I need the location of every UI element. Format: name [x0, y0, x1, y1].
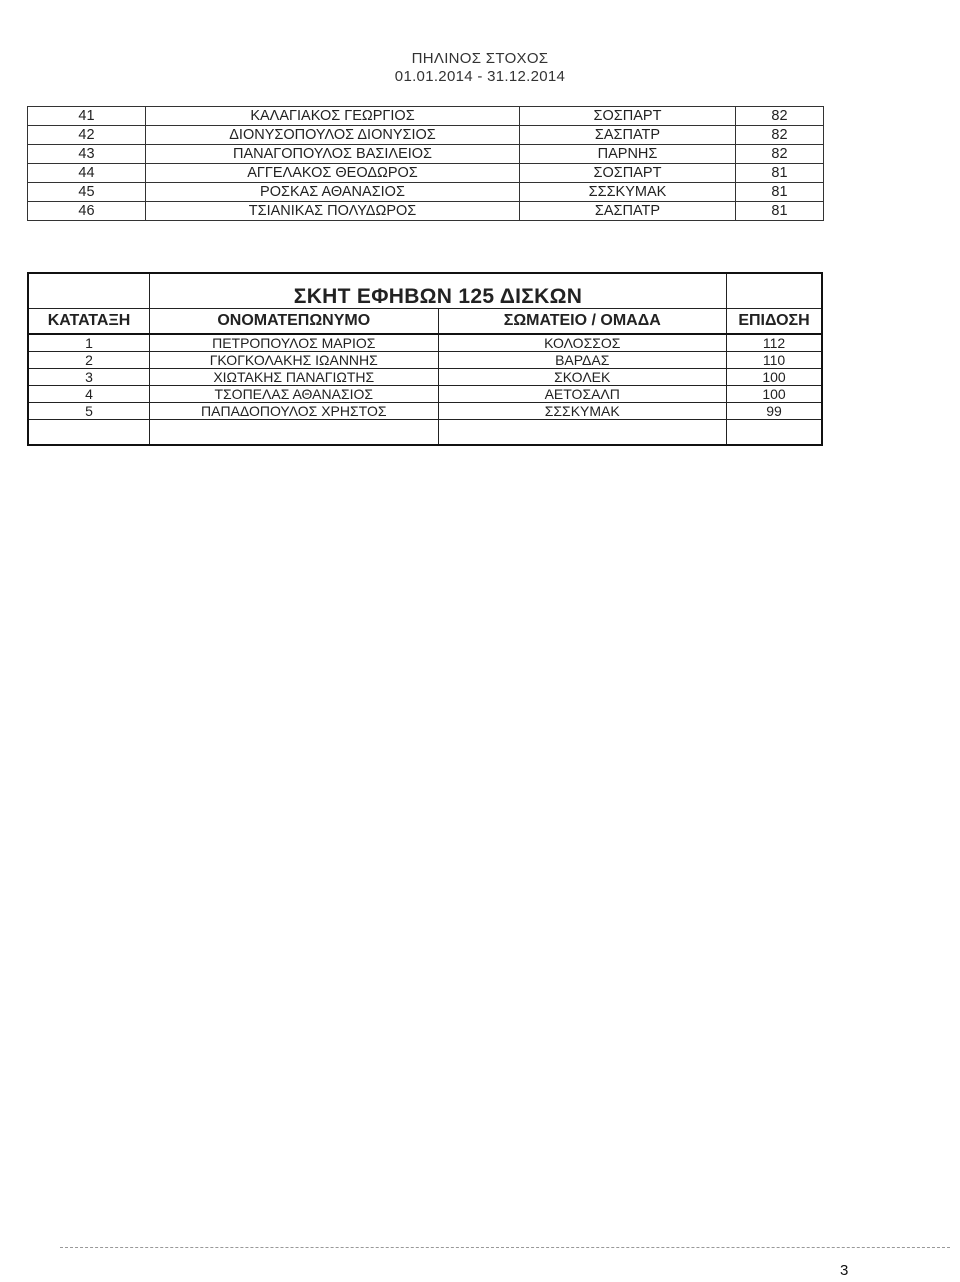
- empty-row: [28, 420, 822, 446]
- cell-club: ΣΣΣΚΥΜΑΚ: [438, 403, 727, 420]
- cell-rank: 1: [28, 334, 150, 352]
- cell-name: ΡΟΣΚΑΣ ΑΘΑΝΑΣΙΟΣ: [146, 183, 520, 202]
- cell-name: ΠΑΠΑΔΟΠΟΥΛΟΣ ΧΡΗΣΤΟΣ: [150, 403, 439, 420]
- ranking-table-top: [27, 106, 824, 221]
- cell-rank: 45: [28, 183, 146, 202]
- cell-score: 82: [736, 145, 824, 164]
- cell-name: ΧΙΩΤΑΚΗΣ ΠΑΝΑΓΙΩΤΗΣ: [150, 369, 439, 386]
- cell-rank: 4: [28, 386, 150, 403]
- cell-score: 82: [736, 126, 824, 145]
- cell-name: ΤΣΟΠΕΛΑΣ ΑΘΑΝΑΣΙΟΣ: [150, 386, 439, 403]
- cell-rank: 2: [28, 352, 150, 369]
- skeet-header-row: [28, 309, 822, 335]
- document-header: [290, 50, 670, 86]
- table-row: [28, 403, 822, 420]
- col-header-name: ΟΝΟΜΑΤΕΠΩΝΥΜΟ: [150, 309, 439, 335]
- cell-club: ΚΟΛΟΣΣΟΣ: [438, 334, 727, 352]
- table-row: [28, 202, 824, 221]
- cell-name: ΑΓΓΕΛΑΚΟΣ ΘΕΟΔΩΡΟΣ: [146, 164, 520, 183]
- cell-name: ΠΕΤΡΟΠΟΥΛΟΣ ΜΑΡΙΟΣ: [150, 334, 439, 352]
- cell-club: ΣΟΣΠΑΡΤ: [520, 164, 736, 183]
- cell-club: ΣΑΣΠΑΤΡ: [520, 202, 736, 221]
- footer-divider: [60, 1247, 950, 1248]
- cell-rank: 3: [28, 369, 150, 386]
- cell-rank: 43: [28, 145, 146, 164]
- cell-name: ΚΑΛΑΓΙΑΚΟΣ ΓΕΩΡΓΙΟΣ: [146, 107, 520, 126]
- skeet-results-table: [27, 272, 823, 446]
- skeet-title: ΣΚΗΤ ΕΦΗΒΩΝ 125 ΔΙΣΚΩΝ: [150, 273, 727, 309]
- cell-club: ΑΕΤΟΣΑΛΠ: [438, 386, 727, 403]
- cell-rank: 46: [28, 202, 146, 221]
- cell-rank: 44: [28, 164, 146, 183]
- page-number: 3: [840, 1262, 849, 1279]
- col-header-rank: ΚΑΤΑΤΑΞΗ: [28, 309, 150, 335]
- cell-rank: 41: [28, 107, 146, 126]
- cell-score: 81: [736, 164, 824, 183]
- cell-name: ΠΑΝΑΓΟΠΟΥΛΟΣ ΒΑΣΙΛΕΙΟΣ: [146, 145, 520, 164]
- cell-club: ΠΑΡΝΗΣ: [520, 145, 736, 164]
- skeet-results-body: [28, 334, 822, 420]
- table-row: [28, 126, 824, 145]
- table-row: [28, 164, 824, 183]
- cell-score: 100: [727, 369, 823, 386]
- cell-score: 81: [736, 183, 824, 202]
- table-row: [28, 183, 824, 202]
- table-row: [28, 107, 824, 126]
- cell-name: ΔΙΟΝΥΣΟΠΟΥΛΟΣ ΔΙΟΝΥΣΙΟΣ: [146, 126, 520, 145]
- header-date-range: 01.01.2014 - 31.12.2014: [394, 68, 566, 85]
- col-header-score: ΕΠΙΔΟΣΗ: [727, 309, 823, 335]
- skeet-title-row: [28, 273, 822, 309]
- cell-name: ΤΣΙΑΝΙΚΑΣ ΠΟΛΥΔΩΡΟΣ: [146, 202, 520, 221]
- cell-score: 100: [727, 386, 823, 403]
- table-row: [28, 386, 822, 403]
- cell-score: 110: [727, 352, 823, 369]
- cell-score: 99: [727, 403, 823, 420]
- cell-club: ΣΑΣΠΑΤΡ: [520, 126, 736, 145]
- cell-rank: 5: [28, 403, 150, 420]
- table-row: [28, 352, 822, 369]
- cell-name: ΓΚΟΓΚΟΛΑΚΗΣ ΙΩΑΝΝΗΣ: [150, 352, 439, 369]
- cell-score: 112: [727, 334, 823, 352]
- cell-rank: 42: [28, 126, 146, 145]
- cell-score: 82: [736, 107, 824, 126]
- table-row: [28, 369, 822, 386]
- ranking-table-top-body: [28, 107, 824, 221]
- cell-club: ΣΟΣΠΑΡΤ: [520, 107, 736, 126]
- header-title: ΠΗΛΙΝΟΣ ΣΤΟΧΟΣ: [411, 50, 549, 67]
- cell-club: ΣΚΟΛΕΚ: [438, 369, 727, 386]
- cell-score: 81: [736, 202, 824, 221]
- table-row: [28, 334, 822, 352]
- cell-club: ΒΑΡΔΑΣ: [438, 352, 727, 369]
- cell-club: ΣΣΣΚΥΜΑΚ: [520, 183, 736, 202]
- col-header-club: ΣΩΜΑΤΕΙΟ / ΟΜΑΔΑ: [438, 309, 727, 335]
- table-row: [28, 145, 824, 164]
